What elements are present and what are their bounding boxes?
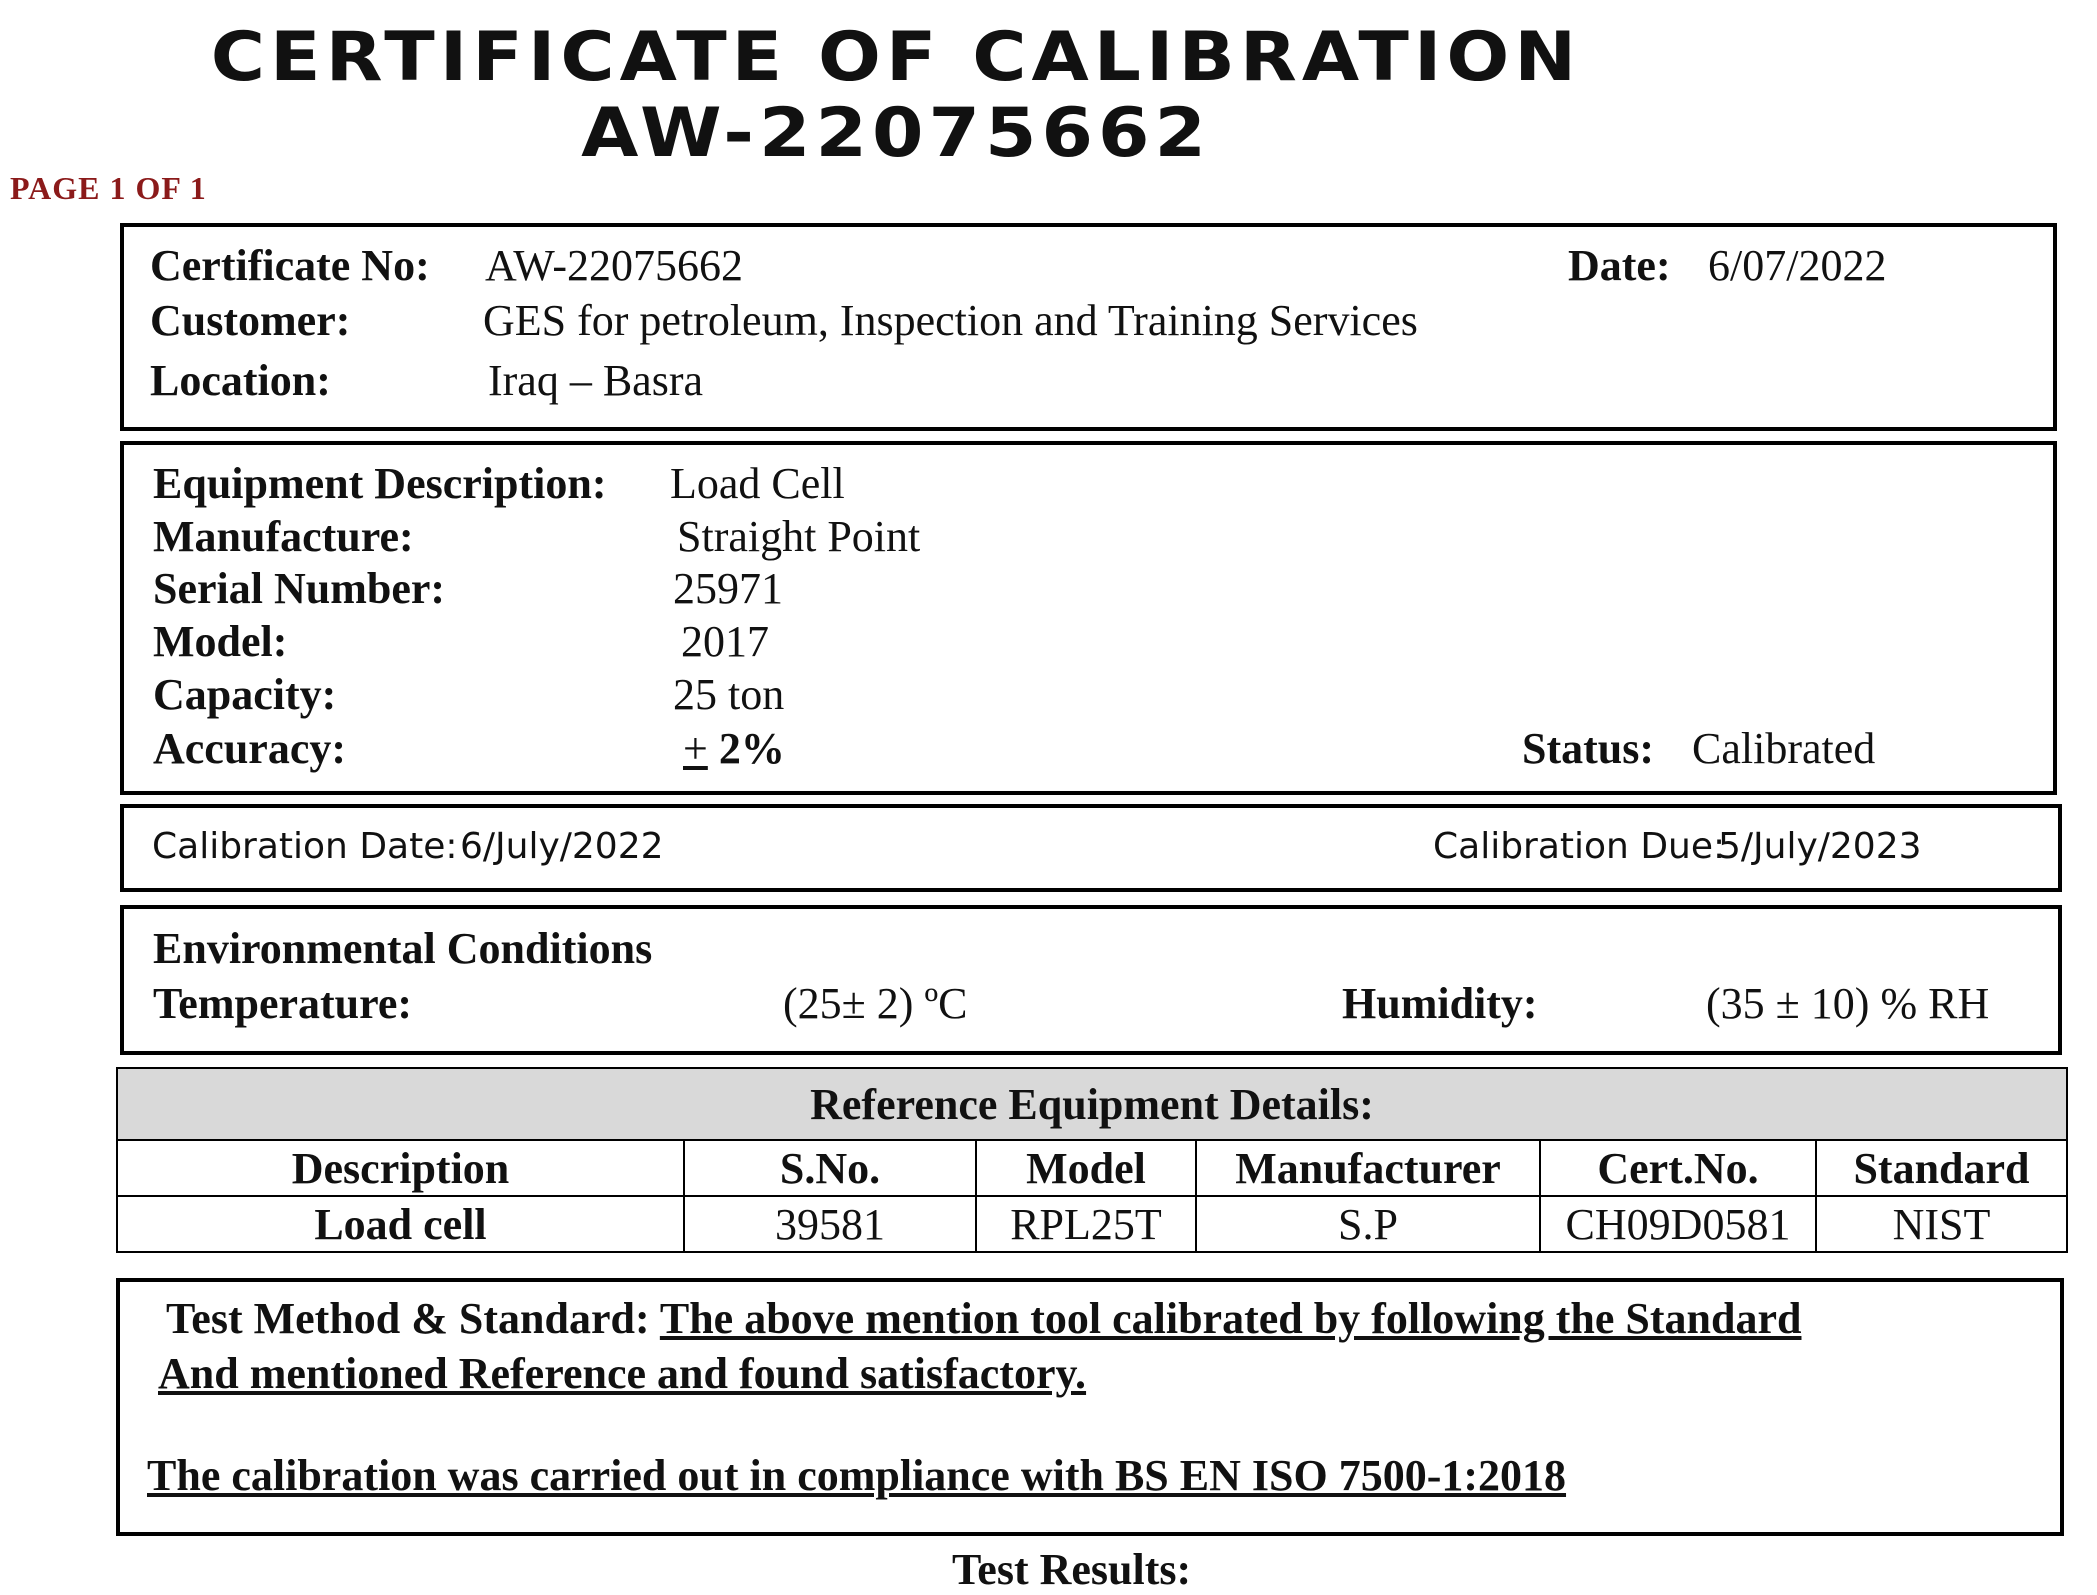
equipment-description-label: Equipment Description: [153,459,607,508]
temperature-value: (25± 2) ºC [783,979,968,1028]
temperature-label: Temperature: [153,979,413,1028]
accuracy-percent: 2% [718,724,785,773]
humidity-value: (35 ± 10) % RH [1706,979,1990,1028]
manufacture-value: Straight Point [677,512,921,561]
calibration-date-label: Calibration Date: [152,826,458,867]
manufacture-label: Manufacture: [153,512,414,561]
column-header-serial-no: S.No. [684,1140,976,1196]
test-results-heading: Test Results: [952,1545,1192,1594]
capacity-label: Capacity: [153,670,337,719]
table-row [117,1196,2067,1252]
calibration-due-label: Calibration Due: [1433,826,1726,867]
reference-equipment-heading: Reference Equipment Details: [117,1068,2067,1140]
reference-equipment-table [116,1067,2068,1253]
serial-number-value: 25971 [673,564,783,613]
model-label: Model: [153,617,288,666]
certificate-no-label: Certificate No: [150,241,430,290]
column-header-description: Description [117,1140,684,1196]
accuracy-value [683,723,785,774]
column-header-standard: Standard [1816,1140,2067,1196]
page-indicator: PAGE 1 OF 1 [10,170,207,206]
certificate-title: CERTIFICATE OF CALIBRATION [210,17,1582,97]
status-label: Status: [1522,724,1655,773]
test-method-label: Test Method & Standard: [166,1294,650,1343]
calibration-due-value: 5/July/2023 [1718,826,1922,867]
certificate-number-title: AW-22075662 [581,93,1211,173]
compliance-statement: The calibration was carried out in compliance with BS EN ISO 7500-1:2018 [147,1451,1567,1500]
column-header-model: Model [976,1140,1196,1196]
status-value: Calibrated [1692,724,1876,773]
table-cell-manufacturer: S.P [1196,1196,1540,1252]
table-cell-description: Load cell [117,1196,684,1252]
serial-number-label: Serial Number: [153,564,446,613]
accuracy-label: Accuracy: [153,724,347,773]
table-cell-model: RPL25T [976,1196,1196,1252]
test-method-line1 [166,1293,1801,1344]
column-header-manufacturer: Manufacturer [1196,1140,1540,1196]
certificate-no-value: AW-22075662 [485,241,744,290]
table-cell-serial-no: 39581 [684,1196,976,1252]
capacity-value: 25 ton [673,670,785,719]
calibration-date-value: 6/July/2022 [460,826,664,867]
date-value: 6/07/2022 [1708,241,1887,290]
column-header-cert-no: Cert.No. [1540,1140,1816,1196]
table-cell-standard: NIST [1816,1196,2067,1252]
date-label: Date: [1568,241,1671,290]
test-method-text-line1: The above mention tool calibrated by following the Standard [659,1294,1802,1343]
location-label: Location: [150,356,331,405]
equipment-description-value: Load Cell [670,459,845,508]
model-value: 2017 [681,617,769,666]
customer-label: Customer: [150,296,351,345]
customer-value: GES for petroleum, Inspection and Training Services [483,296,1418,345]
location-value: Iraq – Basra [488,356,704,405]
environmental-conditions-heading: Environmental Conditions [153,924,653,973]
reference-table-header-row [117,1140,2067,1196]
table-cell-cert-no: CH09D0581 [1540,1196,1816,1252]
accuracy-plus-minus-sign: + [683,724,708,773]
humidity-label: Humidity: [1342,979,1538,1028]
test-method-text-line2: And mentioned Reference and found satisfactory. [158,1349,1087,1398]
